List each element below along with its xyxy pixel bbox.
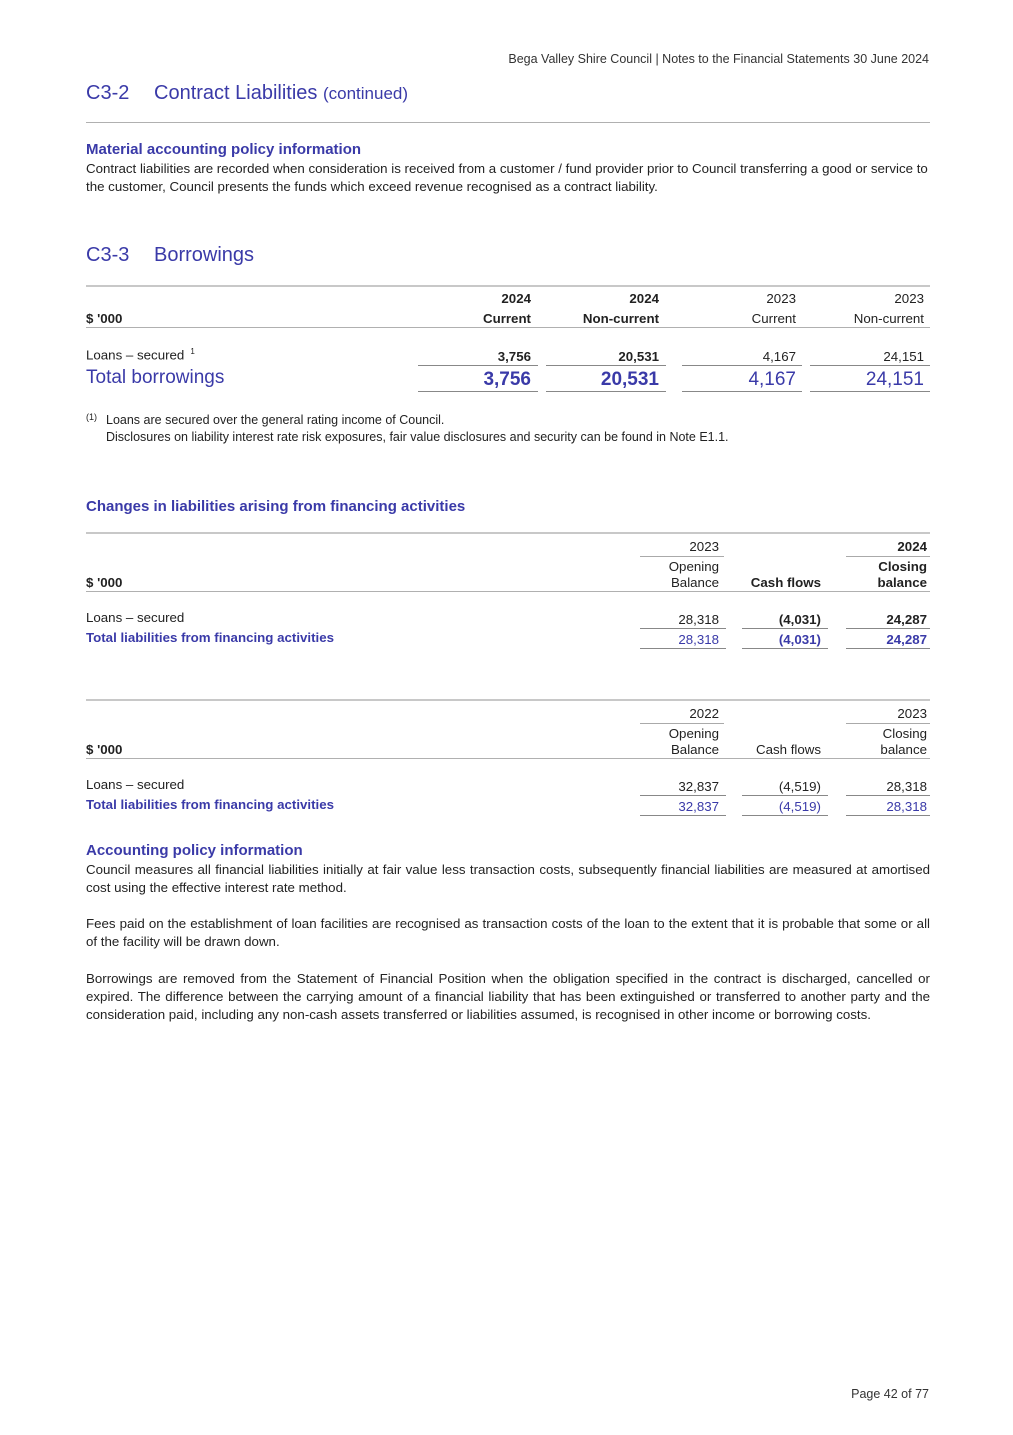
underline (846, 628, 930, 629)
material-policy-text: Contract liabilities are recorded when consideration is received from a customer / fund provider prior to Council transferring a good or service to the customer, Council presents the funds which exceed revenue recognised as a contract liability. (86, 161, 928, 194)
section-number: C3-3 (86, 244, 130, 266)
accounting-policy-heading: Accounting policy information (86, 842, 303, 859)
row-label-total-liabilities: Total liabilities from financing activities (86, 797, 335, 812)
cell-total-cash-flows: (4,031) (778, 632, 821, 647)
col-cash-flows: Cash flows (750, 575, 821, 590)
unit-label: $ '000 (86, 742, 123, 757)
cell-cash-flows: (4,519) (778, 779, 821, 794)
cell-loans-2024-current: 3,756 (497, 349, 531, 364)
changes-heading: Changes in liabilities arising from financing activities (86, 498, 466, 515)
col-closing-line1: Closing (882, 726, 927, 741)
underline (640, 628, 726, 629)
row-label-total-borrowings: Total borrowings (86, 367, 225, 388)
col-closing-line2: balance (880, 742, 927, 757)
col-year-closing: 2024 (897, 539, 927, 554)
underline (846, 795, 930, 796)
col-opening-line1: Opening (668, 726, 719, 741)
header-rule (86, 327, 930, 328)
year-underline (640, 723, 724, 724)
col-opening-line2: Balance (670, 742, 719, 757)
footnote-line-1: Loans are secured over the general rating income of Council. (106, 413, 445, 427)
underline (418, 391, 538, 392)
row-label-total-liabilities: Total liabilities from financing activities (86, 630, 335, 645)
col-year-opening: 2023 (689, 539, 719, 554)
cell-total-cash-flows: (4,519) (778, 799, 821, 814)
page-number: Page 42 of 77 (851, 1387, 929, 1401)
cell-cash-flows: (4,031) (778, 612, 821, 627)
col-year-2024-current: 2024 (501, 291, 531, 306)
row-label-loans-secured: Loans – secured (86, 610, 185, 625)
underline (682, 365, 802, 366)
col-year-2023-noncurrent: 2023 (894, 291, 924, 306)
col-closing-line1: Closing (878, 559, 927, 574)
cell-opening: 32,837 (678, 779, 719, 794)
col-label-2024-noncurrent: Non-current (582, 311, 659, 326)
section-divider (86, 122, 930, 123)
col-label-2023-noncurrent: Non-current (853, 311, 924, 326)
underline (418, 365, 538, 366)
table-top-rule (86, 285, 930, 287)
cell-total-2023-current: 4,167 (748, 369, 796, 390)
underline (546, 391, 666, 392)
underline (810, 365, 930, 366)
underline (640, 648, 726, 649)
footnote-ref: 1 (190, 347, 195, 356)
underline (810, 391, 930, 392)
cell-opening: 28,318 (678, 612, 719, 627)
accounting-policy-para-1: Council measures all financial liabilities initially at fair value less transaction costs, subsequently financial liabilities are measured at amortised cost using the effective interest rate method. (86, 862, 930, 895)
section-title-c3-2 (86, 82, 408, 105)
table-top-rule (86, 699, 930, 701)
document-header: Bega Valley Shire Council | Notes to the Financial Statements 30 June 2024 (508, 52, 929, 66)
cell-total-2023-noncurrent: 24,151 (865, 369, 924, 390)
underline (742, 628, 828, 629)
underline (640, 795, 726, 796)
col-year-closing: 2023 (897, 706, 927, 721)
cell-closing: 24,287 (886, 612, 927, 627)
year-underline (846, 723, 930, 724)
underline (742, 648, 828, 649)
footnote-marker: (1) (86, 412, 97, 422)
col-year-2023-current: 2023 (766, 291, 796, 306)
underline (742, 815, 828, 816)
underline (846, 815, 930, 816)
section-name: Borrowings (154, 244, 255, 266)
cell-total-closing: 24,287 (886, 632, 927, 647)
header-rule (86, 591, 930, 592)
accounting-policy-para-3: Borrowings are removed from the Statement of Financial Position when the obligation specified in the contract is discharged, cancelled or expired. The difference between the carrying amount of a financial liability that has been extinguished or transferred to another party and the consideration paid, including any non-cash assets transferred or liabilities assumed, is recognised in other income or borrowing costs. (86, 971, 930, 1022)
cell-loans-2024-noncurrent: 20,531 (618, 349, 659, 364)
underline (640, 815, 726, 816)
underline (546, 365, 666, 366)
cell-total-2024-noncurrent: 20,531 (600, 369, 659, 390)
col-label-2024-current: Current (482, 311, 531, 326)
table-top-rule (86, 532, 930, 534)
col-opening-line1: Opening (668, 559, 719, 574)
accounting-policy-para-2: Fees paid on the establishment of loan facilities are recognised as transaction costs of the loan to the extent that it is probable that some or all of the facility will be drawn down. (86, 916, 930, 949)
col-opening-line2: Balance (670, 575, 719, 590)
section-number: C3-2 (86, 82, 130, 104)
underline (682, 391, 802, 392)
cell-loans-2023-current: 4,167 (762, 349, 796, 364)
underline (846, 648, 930, 649)
cell-total-closing: 28,318 (886, 799, 927, 814)
unit-label: $ '000 (86, 311, 123, 326)
cell-total-opening: 32,837 (678, 799, 719, 814)
cell-total-2024-current: 3,756 (483, 369, 531, 390)
section-title-c3-3 (86, 244, 254, 267)
row-label-loans-secured (86, 347, 195, 362)
col-year-opening: 2022 (689, 706, 719, 721)
cell-loans-2023-noncurrent: 24,151 (883, 349, 924, 364)
section-suffix: (continued) (322, 84, 409, 103)
row-label-text: Loans – secured (86, 347, 185, 363)
year-underline (640, 556, 724, 557)
material-policy-heading: Material accounting policy information (86, 141, 362, 158)
cell-closing: 28,318 (886, 779, 927, 794)
section-name: Contract Liabilities (154, 82, 318, 104)
footnote-line-2: Disclosures on liability interest rate risk exposures, fair value disclosures and security can be found in Note E1.1. (106, 430, 729, 444)
header-rule (86, 758, 930, 759)
col-label-2023-current: Current (751, 311, 796, 326)
cell-total-opening: 28,318 (678, 632, 719, 647)
year-underline (846, 556, 930, 557)
col-closing-line2: balance (877, 575, 927, 590)
underline (742, 795, 828, 796)
col-cash-flows: Cash flows (755, 742, 821, 757)
col-year-2024-noncurrent: 2024 (629, 291, 659, 306)
row-label-loans-secured: Loans – secured (86, 777, 185, 792)
unit-label: $ '000 (86, 575, 123, 590)
